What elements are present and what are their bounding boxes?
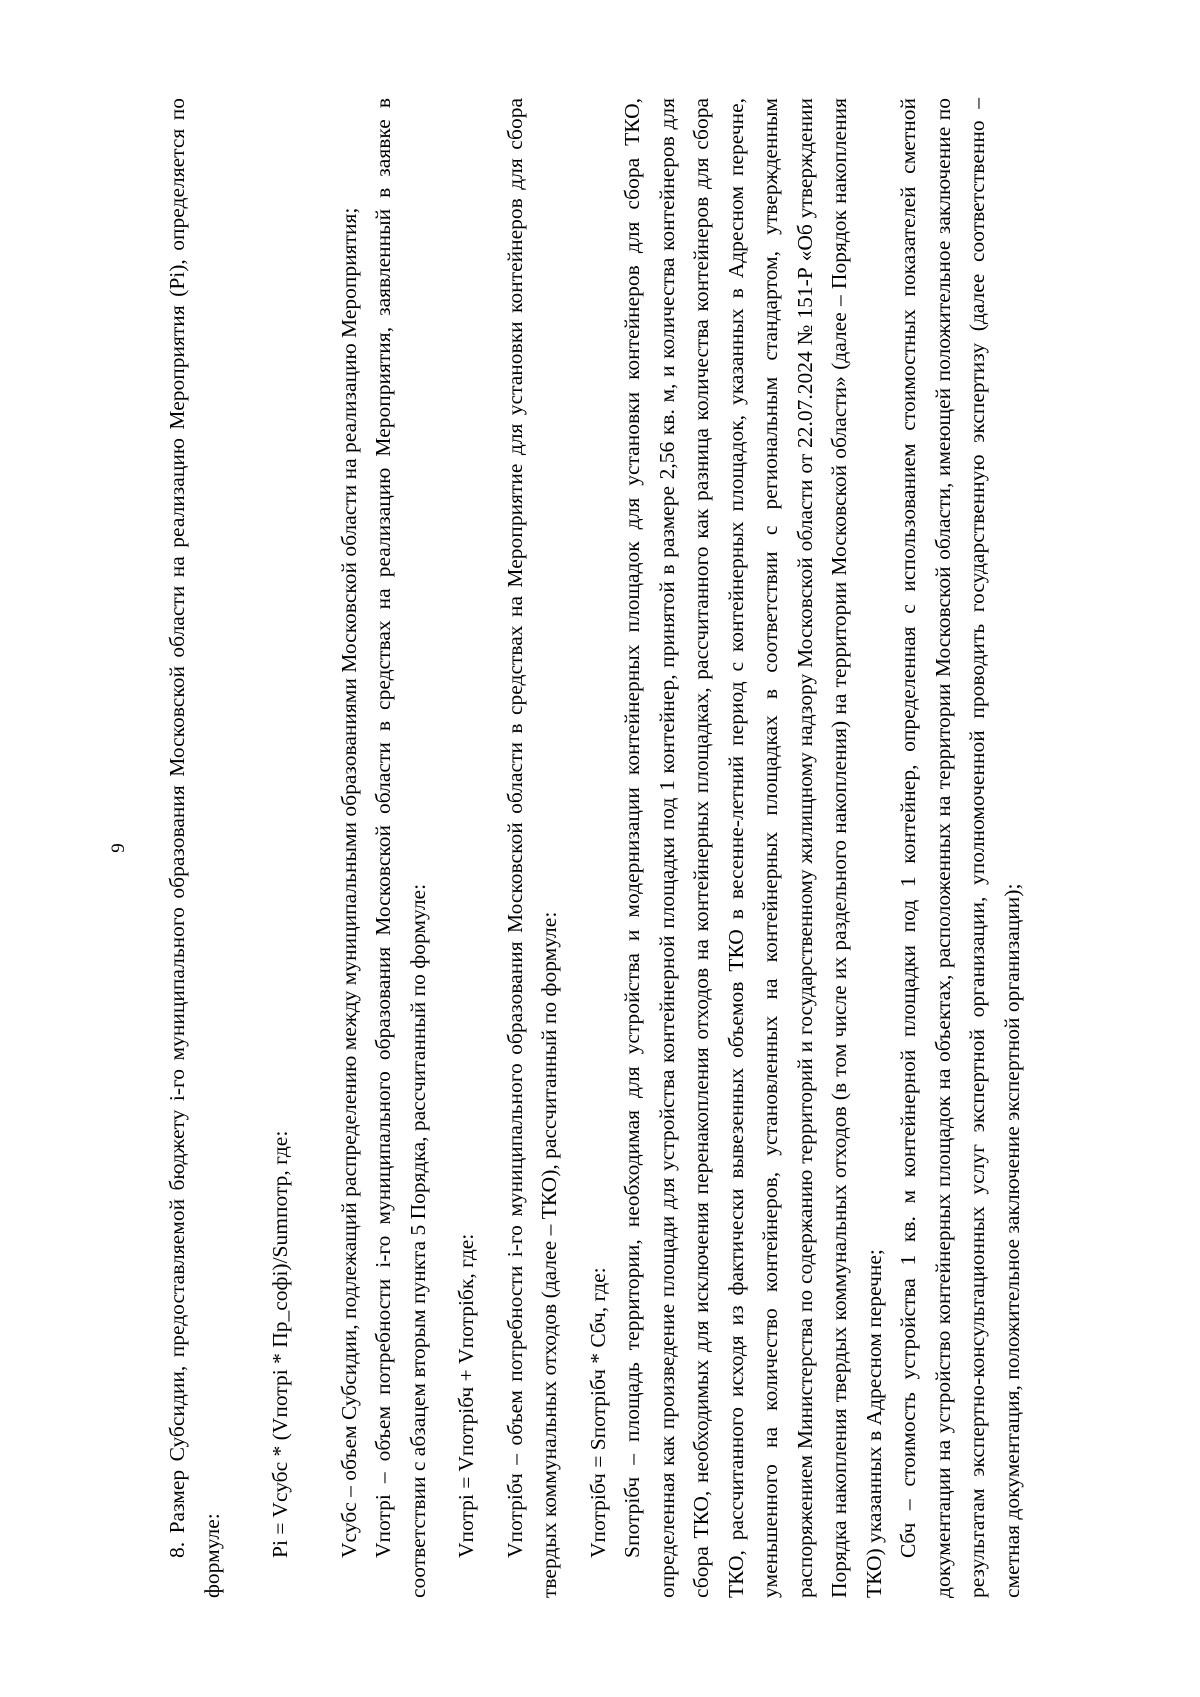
formula-pi: Pi = Vсубс * (Vпотрi * Пр_софi)/Sumпотр, где:	[268, 1130, 292, 1558]
formula-vpotribch: Vпотрiбч = Sпотрiбч * Cбч, где:	[585, 1267, 610, 1558]
definition-cbch: Cбч – стоимость устройства 1 кв. м контейнерной площадки под 1 контейнер, определенная с использованием стоимостных показателей сметной документации на устройство контейнерных площадок на объектах, расположенных на территории Московской области, имеющей положительное заключение по результатам экспертно-консультационных услуг экспертной организации, уполномоченной проводить государственную экспертизу (далее соответственно – сметная документация, положительное заключение экспертной организации);	[896, 98, 1024, 1598]
definition-vsubs: Vсубс – объем Субсидии, подлежащий распределению между муниципальными образованиями Московской области на реализацию Мероприятия;	[336, 207, 361, 1558]
formula-vpotri: Vпотрi = Vпотрiбч + Vпотрiбк, где:	[454, 1233, 478, 1558]
rotated-text-block	[108, 98, 1040, 1598]
page-number: 9	[108, 843, 129, 853]
definition-spotribch: Sпотрiбч – площадь территории, необходимая для устройства и модернизации контейнерных площадок для установки контейнеров для сбора ТКО, определенная как произведение площади для устройства контейнерной площадки под 1 контейнер, принятой в размере 2,56 кв. м, и количества контейнеров для сбора ТКО, необходимых для исключения перенакопления отходов на контейнерных площадках, рассчитанного как разница количества контейнеров для сбора ТКО, рассчитанного исходя из фактически вывезенных объемов ТКО в весенне-летний период с контейнерных площадок, указанных в Адресном перечне, уменьшенного на количество контейнеров, установленных на контейнерных площадках в соответствии с региональным стандартом, утвержденным распоряжением Министерства по содержанию территорий и государственному жилищному надзору Московской области от 22.07.2024 № 151-Р «Об утверждении Порядка накопления твердых коммунальных отходов (в том числе их раздельного накопления) на территории Московской области» (далее – Порядок накопления ТКО) указанных в Адресном перечне;	[620, 98, 886, 1598]
definition-vpotri: Vпотрi – объем потребности i-го муниципального образования Московской области в средствах на реализацию Мероприятия, заявленный в заявке в соответствии с абзацем вторым пункта 5 Порядка, рассчитанный по формуле:	[371, 98, 430, 1598]
paragraph-8: 8. Размер Субсидии, предоставляемой бюджету i-го муниципального образования Московской области на реализацию Мероприятия (Pi), определяется по формуле:	[165, 98, 224, 1598]
definition-vpotribch: Vпотрiбч – объем потребности i-го муниципального образования Московской области в средствах на Мероприятие для установки контейнеров для сбора твердых коммунальных отходов (далее – ТКО), рассчитанный по формуле:	[502, 98, 561, 1598]
